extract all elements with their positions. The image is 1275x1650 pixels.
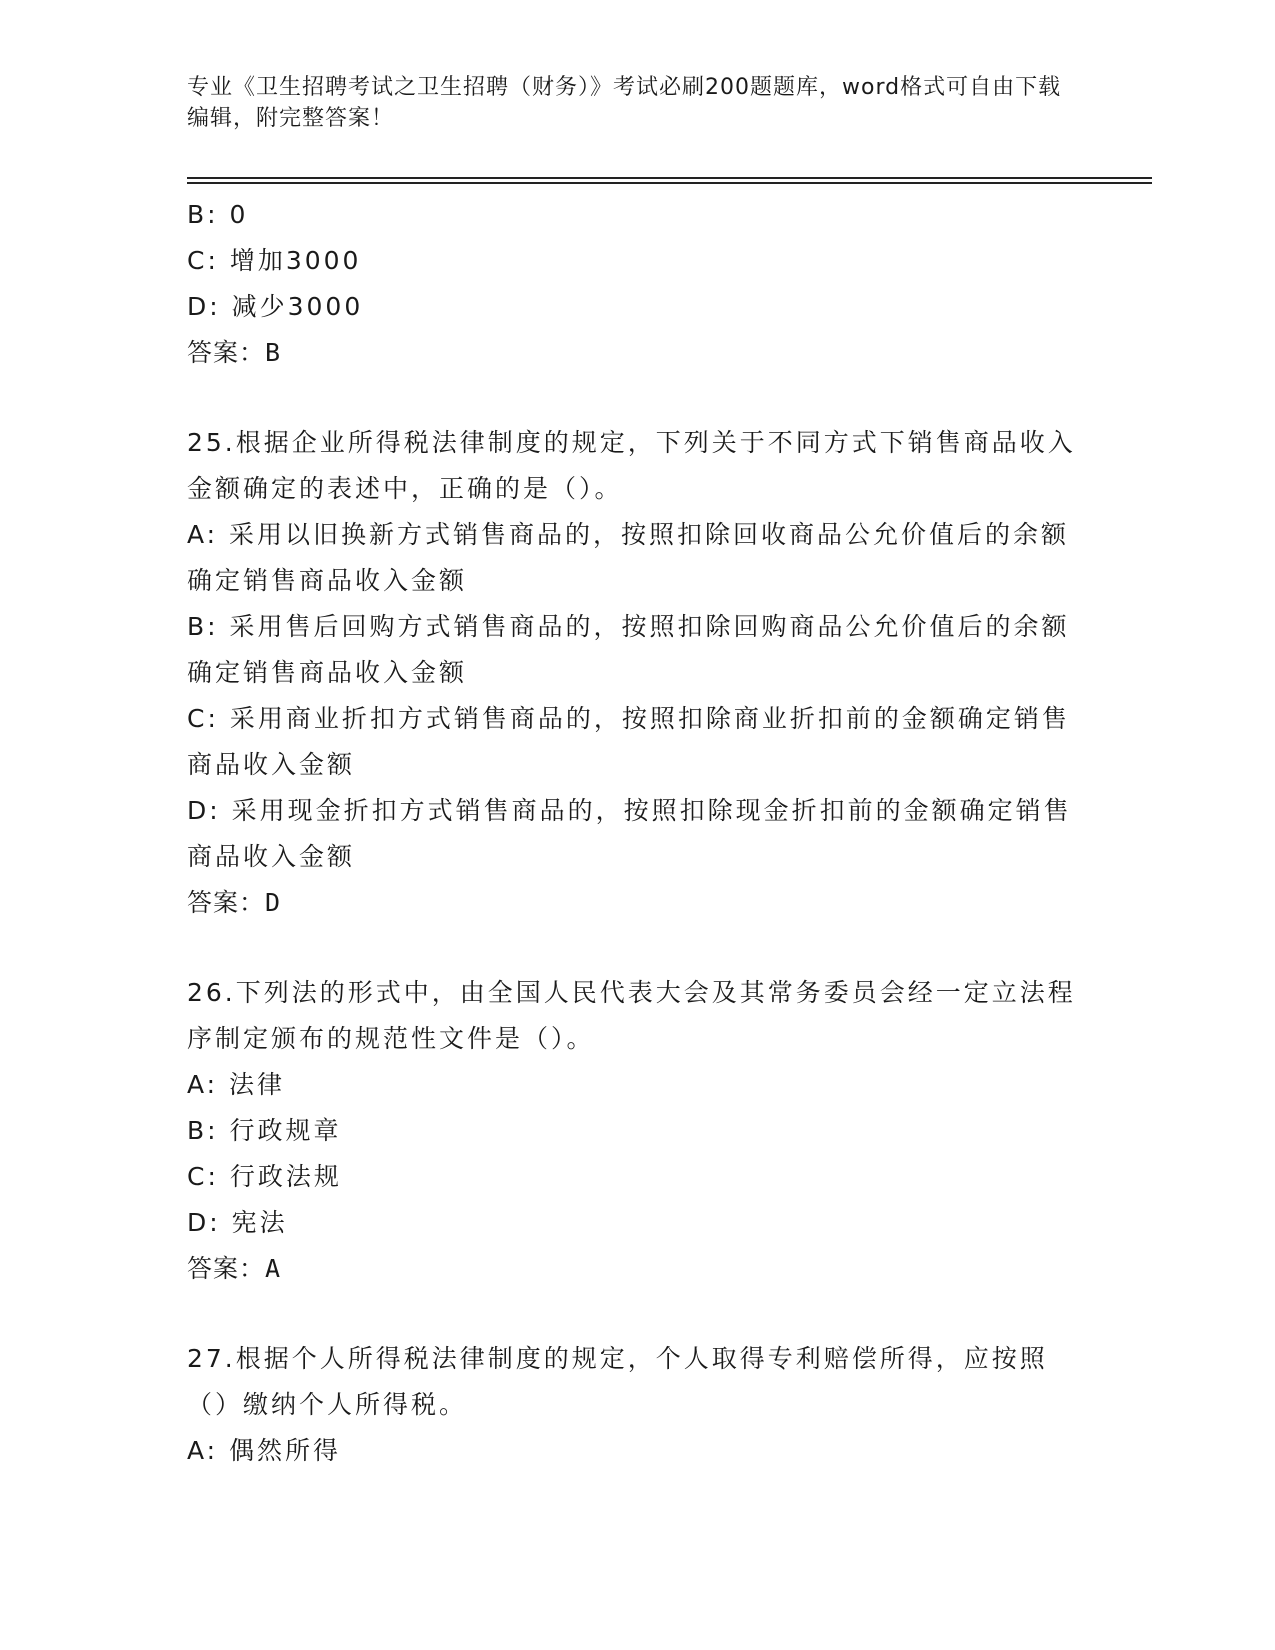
document-header: 专业《卫生招聘考试之卫生招聘（财务）》考试必刷200题题库，word格式可自由下载编辑，附完整答案！ (187, 75, 1062, 131)
question-stem: 25.根据企业所得税法律制度的规定，下列关于不同方式下销售商品收入金额确定的表述中，正确的是（）。 (187, 428, 1076, 503)
option-a: A: 偶然所得 (187, 1436, 342, 1465)
header-rule-top (187, 177, 1152, 179)
option-b: B: 采用售后回购方式销售商品的，按照扣除回购商品公允价值后的余额确定销售商品收入金额 (187, 612, 1070, 687)
question-24-tail (187, 192, 1077, 376)
question-25 (187, 420, 1077, 926)
answer-value: A (265, 1254, 282, 1283)
spacer (187, 1292, 1077, 1336)
option-d: D: 采用现金折扣方式销售商品的，按照扣除现金折扣前的金额确定销售商品收入金额 (187, 796, 1072, 871)
question-stem: 27.根据个人所得税法律制度的规定，个人取得专利赔偿所得，应按照（）缴纳个人所得税。 (187, 1344, 1048, 1419)
answer-label: 答案： (187, 888, 266, 917)
question-stem: 26.下列法的形式中，由全国人民代表大会及其常务委员会经一定立法程序制定颁布的规范性文件是（）。 (187, 978, 1076, 1053)
answer-line (187, 880, 1077, 926)
option-b: B: 行政规章 (187, 1116, 342, 1145)
option-d: D: 宪法 (187, 1208, 288, 1237)
answer-value: D (265, 888, 282, 917)
answer-label: 答案： (187, 1254, 266, 1283)
option-b: B: 0 (187, 200, 249, 229)
question-27 (187, 1336, 1077, 1474)
option-a: A: 法律 (187, 1070, 286, 1099)
option-c: C: 采用商业折扣方式销售商品的，按照扣除商业折扣前的金额确定销售商品收入金额 (187, 704, 1070, 779)
option-d: D: 减少3000 (187, 292, 364, 321)
spacer (187, 926, 1077, 970)
option-c: C: 行政法规 (187, 1162, 342, 1191)
answer-label: 答案： (187, 338, 266, 367)
spacer (187, 376, 1077, 420)
question-26 (187, 970, 1077, 1292)
answer-line (187, 330, 1077, 376)
document-body (187, 192, 1077, 1474)
option-a: A: 采用以旧换新方式销售商品的，按照扣除回收商品公允价值后的余额确定销售商品收入金额 (187, 520, 1070, 595)
answer-value: B (265, 338, 282, 367)
answer-line (187, 1246, 1077, 1292)
option-c: C: 增加3000 (187, 246, 362, 275)
header-rule-bottom (187, 182, 1152, 184)
